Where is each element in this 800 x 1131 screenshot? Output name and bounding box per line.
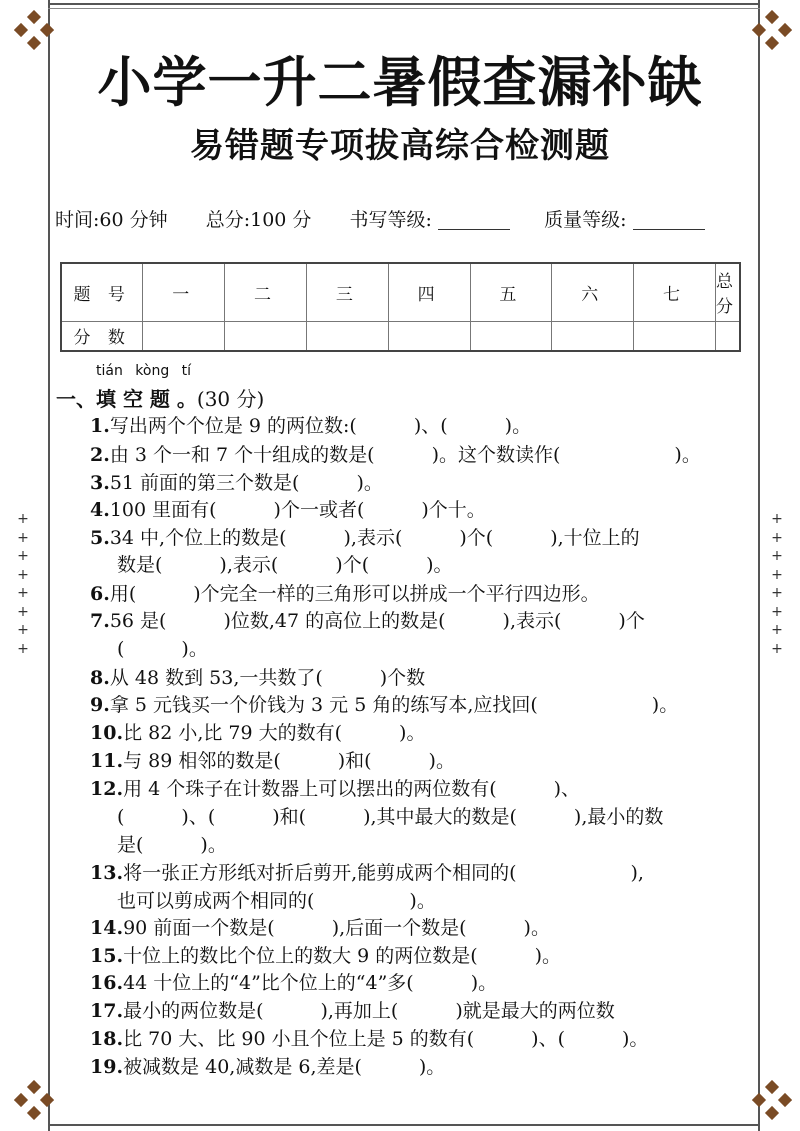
score-table-cell: 四 bbox=[388, 263, 470, 321]
corner-ornament-icon bbox=[752, 1080, 792, 1120]
question-line bbox=[117, 886, 777, 913]
question-line bbox=[90, 523, 750, 550]
question-number: 10. bbox=[90, 722, 124, 744]
time-limit: 时间:60 分钟 bbox=[55, 209, 168, 231]
score-input-cell[interactable] bbox=[306, 321, 388, 351]
question-line bbox=[90, 746, 750, 773]
section-title: 一、填 空 题 。 bbox=[56, 387, 197, 411]
score-input-cell[interactable] bbox=[715, 321, 740, 351]
question-line bbox=[90, 468, 750, 495]
question-text: 比 82 小,比 79 大的数有( )。 bbox=[123, 722, 426, 744]
right-binding-marks: + + + + + + + + bbox=[771, 511, 783, 657]
bottom-border-line bbox=[48, 1124, 760, 1126]
top-border-inner-line bbox=[48, 8, 760, 9]
question-number: 13. bbox=[90, 862, 124, 884]
score-table-cell: 题 号 bbox=[61, 263, 143, 321]
section-heading bbox=[56, 383, 264, 412]
exam-meta bbox=[55, 205, 755, 232]
question-text: 被减数是 40,减数是 6,差是( )。 bbox=[123, 1056, 446, 1078]
question-line bbox=[90, 913, 750, 940]
question-line bbox=[90, 1024, 750, 1051]
question-number: 6. bbox=[90, 583, 110, 605]
question-text: 用( )个完全一样的三角形可以拼成一个平行四边形。 bbox=[109, 583, 600, 605]
question-line bbox=[117, 830, 777, 857]
score-table-cell: 六 bbox=[552, 263, 634, 321]
score-table-cell: 二 bbox=[225, 263, 307, 321]
question-text: 100 里面有( )个一或者( )个十。 bbox=[109, 499, 486, 521]
question-text: 51 前面的第三个数是( )。 bbox=[109, 472, 383, 494]
question-number: 2. bbox=[90, 444, 110, 466]
section-pinyin: tián kòng tí bbox=[96, 363, 192, 379]
page-subtitle: 易错题专项拔高综合检测题 bbox=[190, 126, 610, 166]
question-line bbox=[90, 1052, 750, 1079]
question-text: 写出两个个位是 9 的两位数:( )、( )。 bbox=[109, 415, 532, 437]
question-line bbox=[90, 941, 750, 968]
question-text: 从 48 数到 53,一共数了( )个数 bbox=[109, 667, 426, 689]
corner-ornament-icon bbox=[14, 1080, 54, 1120]
question-number: 8. bbox=[90, 667, 110, 689]
question-text: 十位上的数比个位上的数大 9 的两位数是( )。 bbox=[123, 945, 562, 967]
question-number: 1. bbox=[90, 415, 110, 437]
question-number: 19. bbox=[90, 1056, 124, 1078]
score-table-cell: 三 bbox=[306, 263, 388, 321]
question-number: 11. bbox=[90, 750, 124, 772]
question-text: 是( )。 bbox=[117, 834, 227, 856]
score-table-cell: 五 bbox=[470, 263, 552, 321]
question-text: 将一张正方形纸对折后剪开,能剪成两个相同的( ), bbox=[123, 862, 644, 884]
question-number: 12. bbox=[90, 778, 124, 800]
writing-grade-label: 书写等级: bbox=[349, 209, 432, 231]
question-line bbox=[90, 411, 750, 438]
score-input-cell[interactable] bbox=[388, 321, 470, 351]
section-points: (30 分) bbox=[196, 387, 265, 411]
question-text: ( )。 bbox=[117, 638, 208, 660]
score-input-cell[interactable] bbox=[225, 321, 307, 351]
question-number: 7. bbox=[90, 610, 110, 632]
score-table-cell: 总 分 bbox=[715, 263, 740, 321]
question-text: 也可以剪成两个相同的( )。 bbox=[117, 890, 436, 912]
question-text: 数是( ),表示( )个( )。 bbox=[117, 554, 453, 576]
question-line bbox=[117, 550, 777, 577]
question-line bbox=[90, 690, 750, 717]
question-line bbox=[117, 634, 777, 661]
question-line bbox=[90, 968, 750, 995]
question-line bbox=[90, 774, 750, 801]
quality-grade-label: 质量等级: bbox=[544, 209, 627, 231]
total-score: 总分:100 分 bbox=[205, 209, 312, 231]
score-table-score-row bbox=[61, 321, 740, 351]
question-text: 44 十位上的“4”比个位上的“4”多( )。 bbox=[123, 972, 498, 994]
question-text: 拿 5 元钱买一个价钱为 3 元 5 角的练写本,应找回( )。 bbox=[109, 694, 679, 716]
score-row-label: 分 数 bbox=[61, 321, 143, 351]
question-line bbox=[90, 663, 750, 690]
question-line bbox=[90, 495, 750, 522]
question-number: 4. bbox=[90, 499, 110, 521]
question-text: 与 89 相邻的数是( )和( )。 bbox=[123, 750, 455, 772]
page-title: 小学一升二暑假查漏补缺 bbox=[97, 51, 703, 114]
left-binding-marks: + + + + + + + + bbox=[17, 511, 29, 657]
question-number: 18. bbox=[90, 1028, 124, 1050]
writing-grade-blank[interactable] bbox=[438, 212, 510, 230]
score-table-cell: 七 bbox=[634, 263, 716, 321]
question-number: 5. bbox=[90, 527, 110, 549]
score-input-cell[interactable] bbox=[634, 321, 716, 351]
question-line bbox=[90, 579, 750, 606]
score-input-cell[interactable] bbox=[470, 321, 552, 351]
question-text: ( )、( )和( ),其中最大的数是( ),最小的数 bbox=[117, 806, 664, 828]
question-line bbox=[90, 440, 750, 467]
score-input-cell[interactable] bbox=[143, 321, 225, 351]
top-border-line bbox=[48, 3, 760, 5]
score-table-cell: 一 bbox=[143, 263, 225, 321]
question-line bbox=[90, 718, 750, 745]
question-text: 56 是( )位数,47 的高位上的数是( ),表示( )个 bbox=[109, 610, 645, 632]
question-line bbox=[90, 996, 750, 1023]
question-number: 17. bbox=[90, 1000, 124, 1022]
score-table bbox=[60, 262, 741, 352]
question-text: 用 4 个珠子在计数器上可以摆出的两位数有( )、 bbox=[123, 778, 581, 800]
question-number: 9. bbox=[90, 694, 110, 716]
question-number: 16. bbox=[90, 972, 124, 994]
quality-grade-blank[interactable] bbox=[633, 212, 705, 230]
question-text: 34 中,个位上的数是( ),表示( )个( ),十位上的 bbox=[109, 527, 640, 549]
question-number: 3. bbox=[90, 472, 110, 494]
question-text: 由 3 个一和 7 个十组成的数是( )。这个数读作( )。 bbox=[109, 444, 701, 466]
question-number: 15. bbox=[90, 945, 124, 967]
question-text: 比 70 大、比 90 小且个位上是 5 的数有( )、( )。 bbox=[123, 1028, 649, 1050]
score-input-cell[interactable] bbox=[552, 321, 634, 351]
question-line bbox=[90, 606, 750, 633]
question-number: 14. bbox=[90, 917, 124, 939]
question-line bbox=[90, 858, 750, 885]
question-line bbox=[117, 802, 777, 829]
score-table-header-row bbox=[61, 263, 740, 321]
question-text: 90 前面一个数是( ),后面一个数是( )。 bbox=[123, 917, 550, 939]
question-text: 最小的两位数是( ),再加上( )就是最大的两位数 bbox=[123, 1000, 615, 1022]
